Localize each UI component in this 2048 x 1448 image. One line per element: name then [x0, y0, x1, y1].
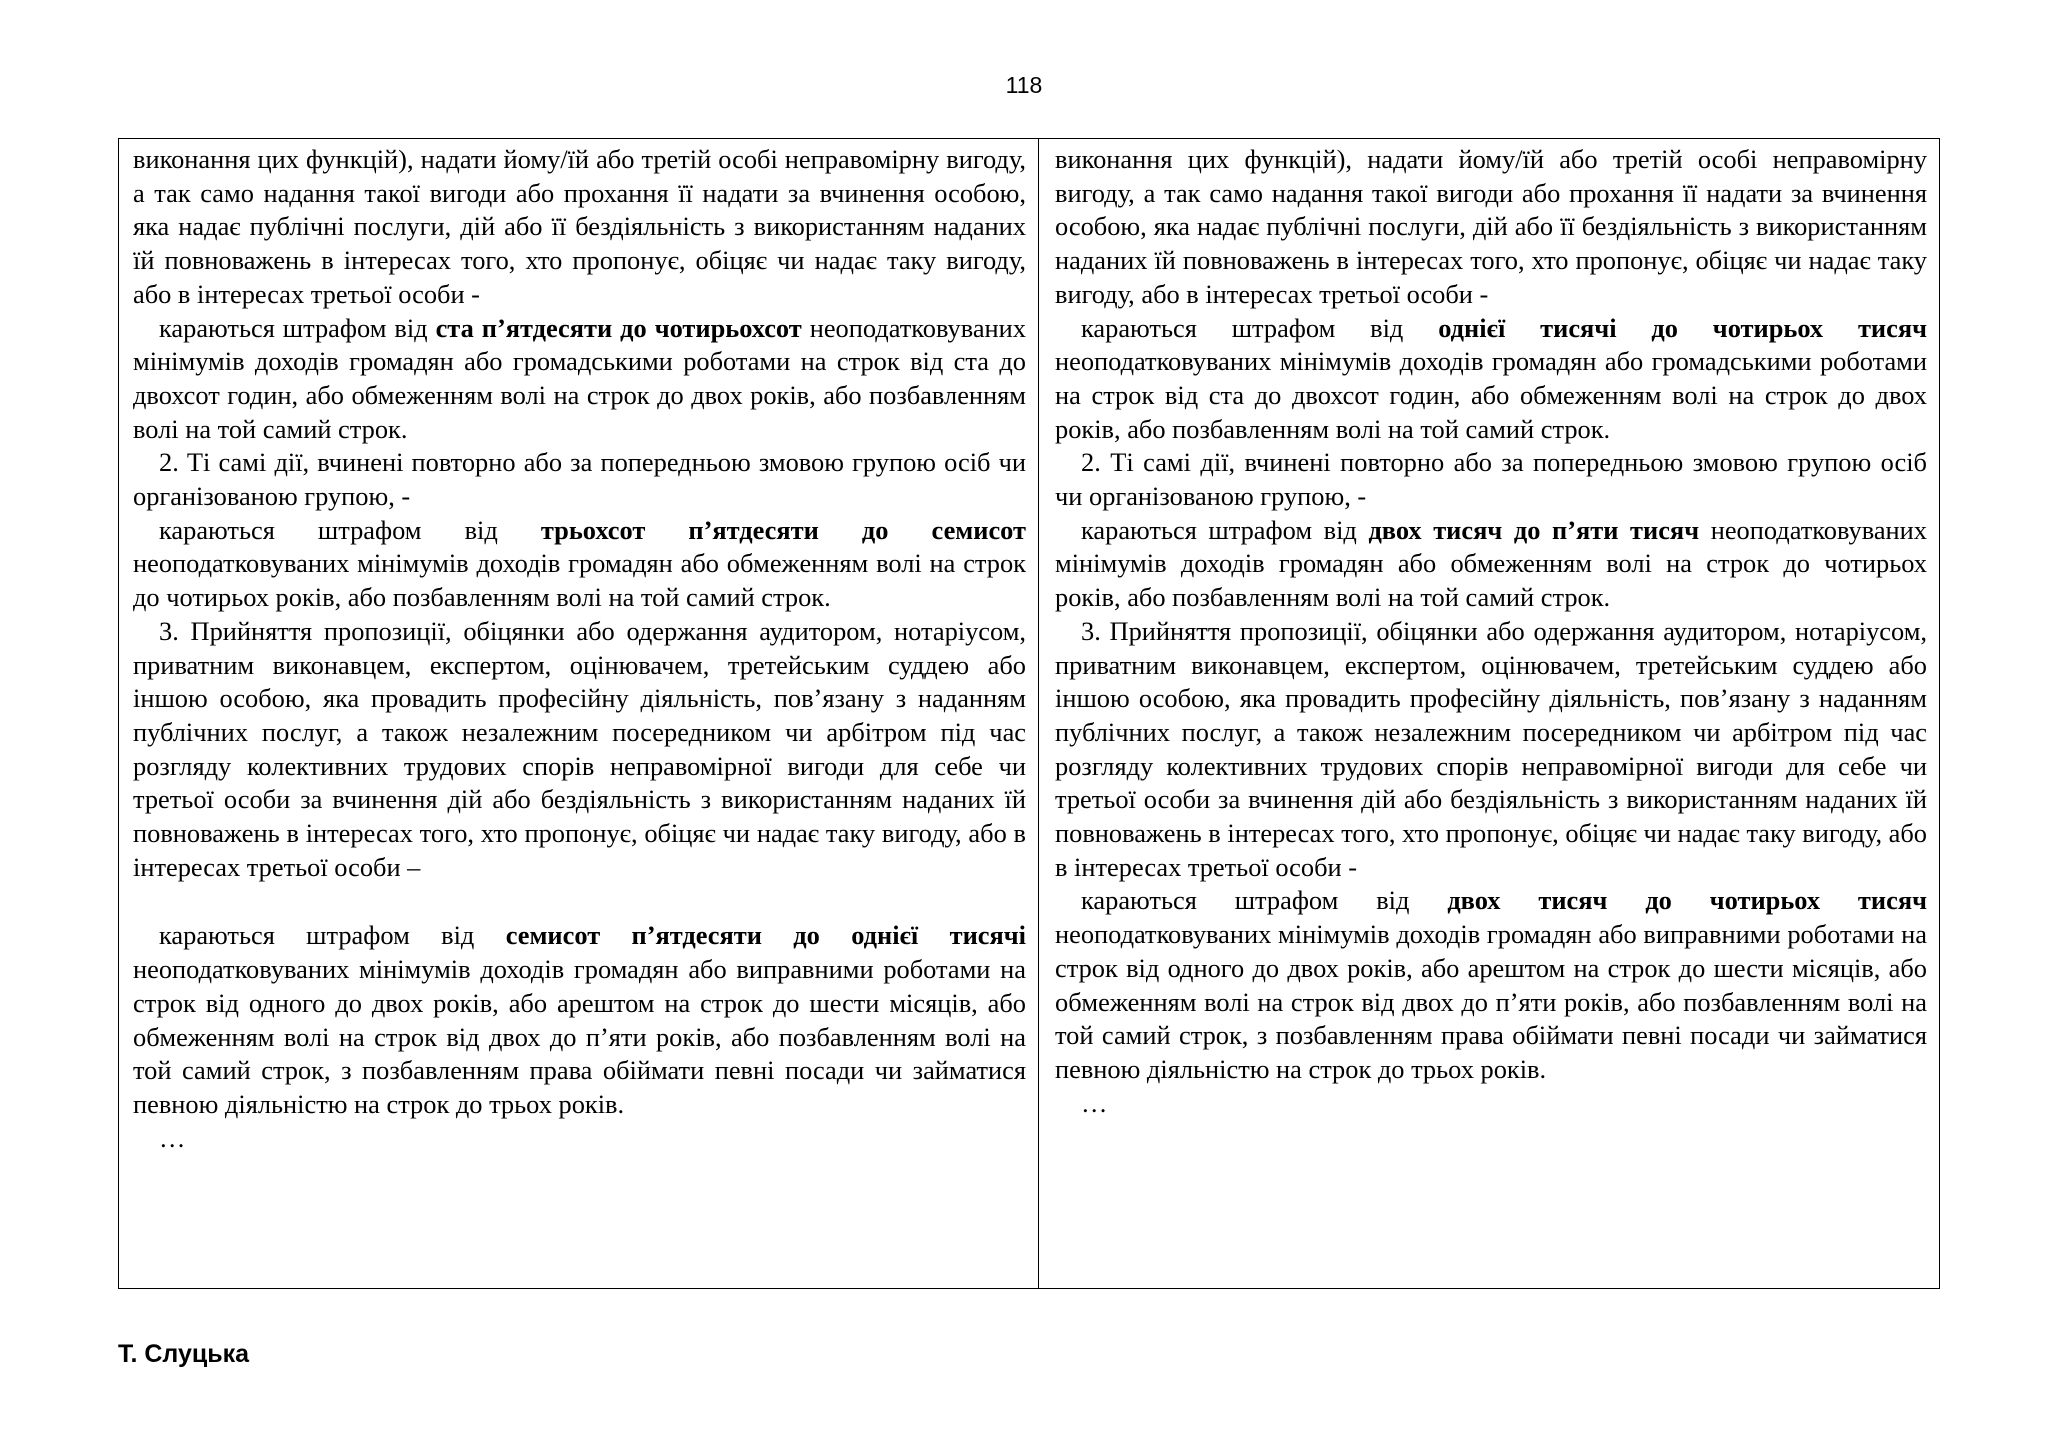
right-p4-bold: двох тисяч до п’яти тисяч [1368, 514, 1700, 545]
left-paragraph-1: виконання цих функцій), надати йому/їй або третій особі неправомірну вигоду, а так само надання такої вигоди або прохання її надати за вчинення особою, яка надає публічні послуги, дій або її бездіяльність з використанням наданих їй повноважень в інтересах того, хто пропонує, обіцяє чи надає таку вигоду, або в інтересах третьої особи - [133, 144, 1026, 309]
right-paragraph-6 [1055, 884, 1927, 1086]
left-paragraph-2 [133, 312, 1026, 447]
left-p2-post: неоподатковуваних мінімумів доходів громадян або громадськими роботами на строк від ста до двохсот годин, або обмеженням волі на строк до двох років, або позбавленням волі на той самий строк. [133, 312, 1026, 444]
right-p2-pre: караються штрафом від [1081, 312, 1439, 343]
left-p4-pre: караються штрафом від [159, 514, 541, 545]
right-p2-post: неоподатковуваних мінімумів доходів громадян або громадськими роботами на строк від ста до двохсот годин, або обмеженням волі на строк до двох років, або позбавленням волі на той самий строк. [1055, 346, 1927, 444]
comparison-table [118, 138, 1940, 1289]
left-spacer [133, 884, 1026, 919]
right-paragraph-1: виконання цих функцій), надати йому/їй або третій особі неправомірну вигоду, а так само надання такої вигоди або прохання її надати за вчинення особою, яка надає публічні послуги, дій або її бездіяльність з використанням наданих їй повноважень в інтересах того, хто пропонує, обіцяє чи надає таку вигоду, або в інтересах третьої особи - [1055, 144, 1927, 309]
right-p2-bold: однієї тисячі до чотирьох тисяч [1438, 312, 1927, 343]
right-column [1039, 139, 1939, 1288]
left-paragraph-3: 2. Ті самі дії, вчинені повторно або за попередньою змовою групою осіб чи організованою групою, - [133, 447, 1026, 512]
left-p6-pre: караються штрафом від [159, 920, 506, 951]
left-paragraph-4 [133, 514, 1026, 615]
left-p2-bold: ста п’ятдесяти до чотирьохсот [435, 312, 802, 343]
right-paragraph-2 [1055, 312, 1927, 447]
left-paragraph-6 [133, 919, 1026, 1121]
right-paragraph-5: 3. Прийняття пропозиції, обіцянки або одержання аудитором, нотаріусом, приватним виконавцем, експертом, оцінювачем, третейським суддею або іншою особою, яка провадить професійну діяльність, пов’язану з наданням публічних послуг, а також незалежним посередником чи арбітром під час розгляду колективних трудових спорів неправомірної вигоди для себе чи третьої особи за вчинення дій або бездіяльність з використанням наданих їй повноважень в інтересах того, хто пропонує, обіцяє чи надає таку вигоду, або в інтересах третьої особи - [1055, 615, 1927, 882]
right-p6-post: неоподатковуваних мінімумів доходів громадян або виправними роботами на строк від одного до двох років, або арештом на строк до шести місяців, або обмеженням волі на строк від двох до п’яти років, або позбавленням волі на той самий строк, з позбавленням права обіймати певні посади чи займатися певною діяльністю на строк до трьох років. [1055, 919, 1927, 1084]
author-signature: Т. Слуцька [118, 1340, 250, 1368]
left-p4-bold: трьохсот п’ятдесяти до семисот [540, 514, 1026, 545]
right-paragraph-4 [1055, 514, 1927, 615]
left-p4-post: неоподатковуваних мінімумів доходів громадян або обмеженням волі на строк до чотирьох років, або позбавленням волі на той самий строк. [133, 548, 1026, 613]
right-p4-pre: караються штрафом від [1081, 514, 1369, 545]
right-p6-bold: двох тисяч до чотирьох тисяч [1447, 885, 1927, 916]
left-p6-post: неоподатковуваних мінімумів доходів громадян або виправними роботами на строк від одного до двох років, або арештом на строк до шести місяців, або обмеженням волі на строк від двох до п’яти років, або позбавленням волі на той самий строк, з позбавленням права обіймати певні посади чи займатися певною діяльністю на строк до трьох років. [133, 954, 1026, 1119]
left-p6-bold: семисот п’ятдесяти до однієї тисячі [505, 920, 1026, 951]
right-ellipsis: … [1081, 1087, 1108, 1118]
left-column [119, 139, 1039, 1288]
left-ellipsis: … [159, 1122, 186, 1153]
right-p6-pre: караються штрафом від [1081, 885, 1448, 916]
left-paragraph-5: 3. Прийняття пропозиції, обіцянки або одержання аудитором, нотаріусом, приватним виконавцем, експертом, оцінювачем, третейським суддею або іншою особою, яка провадить професійну діяльність, пов’язану з наданням публічних послуг, а також незалежним посередником чи арбітром під час розгляду колективних трудових спорів неправомірної вигоди для себе чи третьої особи за вчинення дій або бездіяльність з використанням наданих їй повноважень в інтересах того, хто пропонує, обіцяє чи надає таку вигоду, або в інтересах третьої особи – [133, 615, 1026, 882]
right-paragraph-3: 2. Ті самі дії, вчинені повторно або за попередньою змовою групою осіб чи організованою групою, - [1055, 447, 1927, 512]
right-p4-post: неоподатковуваних мінімумів доходів громадян або обмеженням волі на строк до чотирьох років, або позбавленням волі на той самий строк. [1055, 514, 1927, 613]
page-number: 118 [1005, 72, 1043, 98]
left-p2-pre: караються штрафом від [159, 312, 436, 343]
